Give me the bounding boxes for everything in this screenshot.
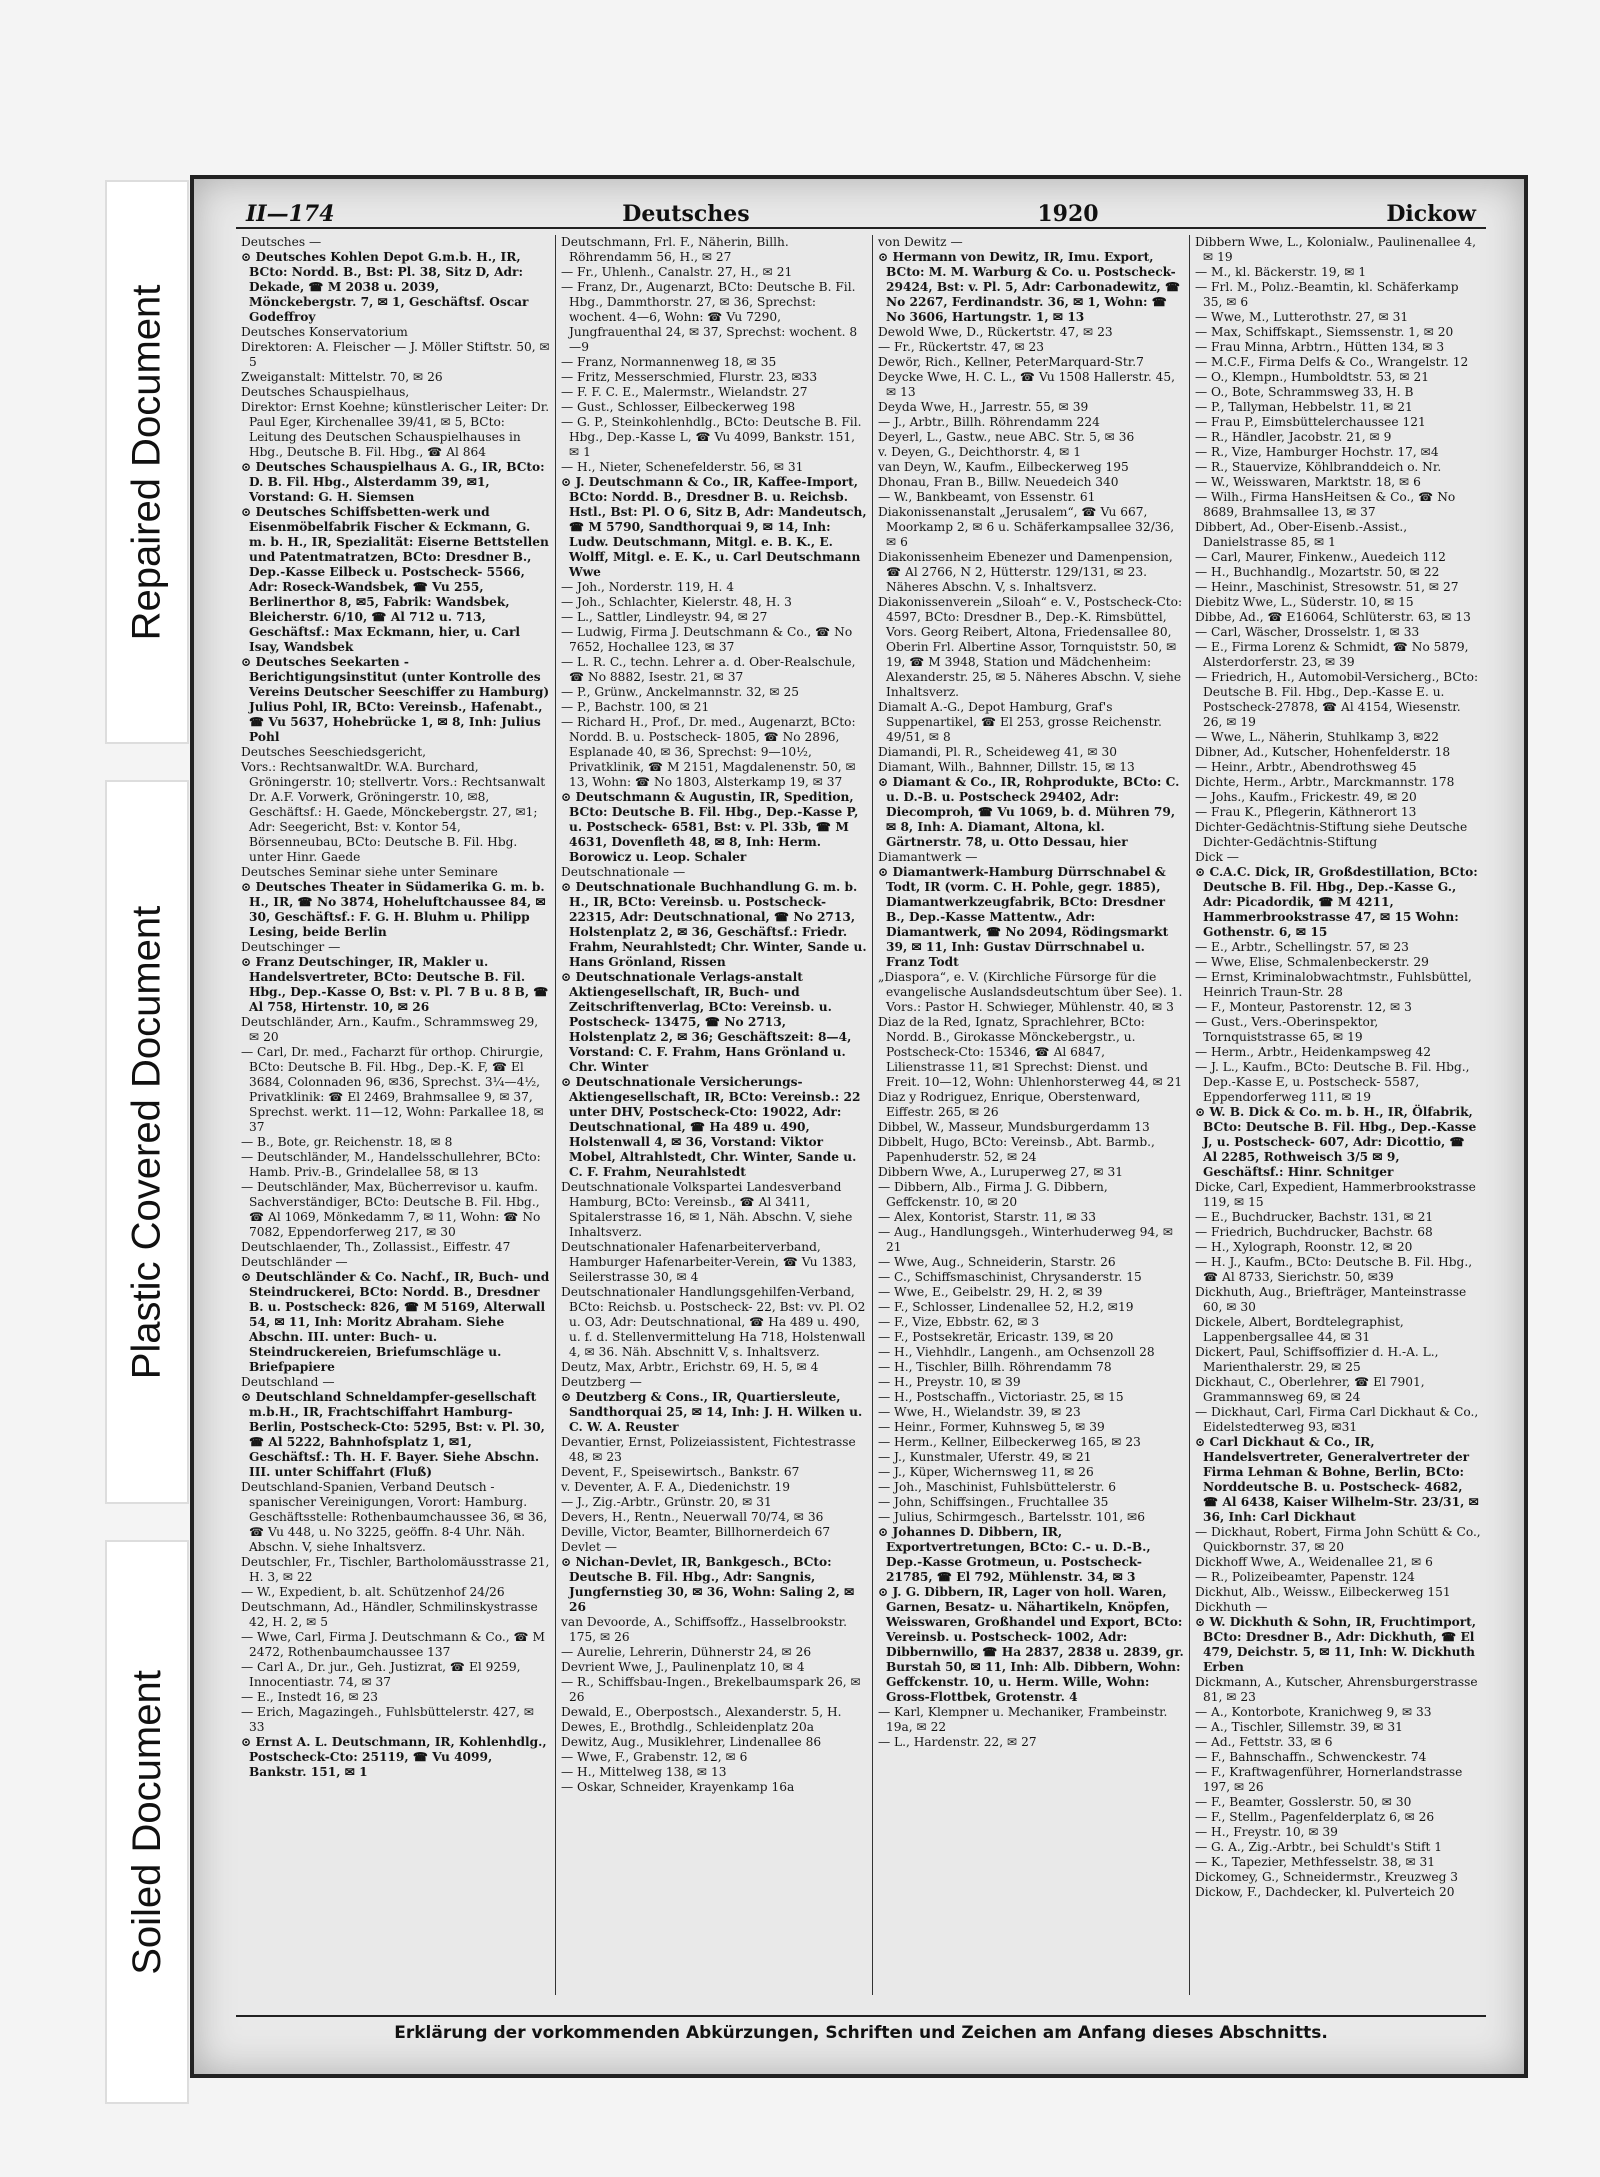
directory-entry: — Frl. M., Polız.-Beamtin, kl. Schäferkamp 35, ✉ 6	[1195, 280, 1459, 309]
directory-entry: v. Deyen, G., Deichthorstr. 4, ✉ 1	[878, 445, 1081, 459]
directory-entry: — Carl, Wäscher, Drosselstr. 1, ✉ 33	[1195, 625, 1420, 639]
directory-entry: — Dibbern, Alb., Firma J. G. Dibbern, Geffckenstr. 10, ✉ 20	[878, 1180, 1108, 1209]
directory-entry: van Deyn, W., Kaufm., Eilbeckerweg 195	[878, 460, 1129, 474]
directory-entry: — K., Tapezier, Methfesselstr. 38, ✉ 31	[1195, 1855, 1436, 1869]
directory-entry: — F., Bahnschaffn., Schwenckestr. 74	[1195, 1750, 1427, 1764]
directory-entry: — Ad., Fettstr. 33, ✉ 6	[1195, 1735, 1333, 1749]
directory-entry: Dickmann, A., Kutscher, Ahrensburgerstrasse 81, ✉ 23	[1195, 1675, 1478, 1704]
directory-entry: — H., Postschaffn., Victoriastr. 25, ✉ 15	[878, 1390, 1124, 1404]
directory-entry: Dickomey, G., Schneidermstr., Kreuzweg 3	[1195, 1870, 1459, 1884]
directory-entry: — Fr., Uhlenh., Canalstr. 27, H., ✉ 21	[561, 265, 793, 279]
running-header	[236, 187, 1486, 229]
directory-entry: — P., Grünw., Anckelmannstr. 32, ✉ 25	[561, 685, 800, 699]
directory-entry: — Oskar, Schneider, Krayenkamp 16a	[561, 1780, 795, 1794]
header-left-keyword: Deutsches	[622, 201, 750, 227]
directory-entry: Diebitz Wwe, L., Süderstr. 10, ✉ 15	[1195, 595, 1414, 609]
directory-entry: Dewald, E., Oberpostsch., Alexanderstr. 5, H.	[561, 1705, 842, 1719]
directory-entry: ⊙ Deutschnationale Versicherungs-Aktiengesellschaft, IR, BCto: Vereinsb.: 22 unter DHV, Postscheck-Cto: 19022, Adr: Deutschnational, ☎ Ha 489 u. 490, Holstenwall 4, ✉ 36, Vorstand: Viktor Mobel, Altrahlstedt, Chr. Winter, Sande u. C. F. Frahm, Neurahlstedt	[561, 1075, 861, 1179]
directory-entry: — J., Küper, Wichernsweg 11, ✉ 26	[878, 1465, 1094, 1479]
directory-entry: — H. J., Kaufm., BCto: Deutsche B. Fil. Hbg., ☎ Al 8733, Sierichstr. 50, ✉39	[1195, 1255, 1473, 1284]
directory-entry: ⊙ Diamant & Co., IR, Rohprodukte, BCto: C. u. D.-B. u. Postscheck 29402, Adr: Diecomproh, ☎ Vu 1069, b. d. Mühren 79, ✉ 8, Inh: A. Diamant, Altona, kl. Gärtnerstr. 78, u. Otto Dessau, hier	[878, 775, 1180, 849]
directory-entry: Diakonissenanstalt „Jerusalem“, ☎ Vu 667, Moorkamp 2, ✉ 6 u. Schäferkampsallee 32/36, ✉ 6	[878, 505, 1175, 549]
directory-entry: Dibbe, Ad., ☎ E16064, Schlüterstr. 63, ✉ 13	[1195, 610, 1471, 624]
directory-entry: — Fritz, Messerschmied, Flurstr. 23, ✉33	[561, 370, 818, 384]
directory-entry: — H., Mittelweg 138, ✉ 13	[561, 1765, 727, 1779]
directory-entry: Deycke Wwe, H. C. L., ☎ Vu 1508 Hallerstr. 45, ✉ 13	[878, 370, 1176, 399]
directory-entry: — H., Tischler, Billh. Röhrendamm 78	[878, 1360, 1112, 1374]
directory-entry: Deutschnationaler Hafenarbeiterverband, Hamburger Hafenarbeiter-Verein, ☎ Vu 1383, Seilerstrasse 30, ✉ 4	[561, 1240, 857, 1284]
soiled-document-text: Soiled Document	[124, 1669, 169, 1975]
soiled-document-label	[105, 1540, 189, 2104]
directory-entry: — H., Viehhdlr., Langenh., am Ochsenzoll 28	[878, 1345, 1155, 1359]
directory-entry: — Dickhaut, Carl, Firma Carl Dickhaut & Co., Eidelstedterweg 93, ✉31	[1195, 1405, 1479, 1434]
plastic-covered-document-text: Plastic Covered Document	[124, 905, 169, 1379]
directory-entry: — Wwe, Aug., Schneiderin, Starstr. 26	[878, 1255, 1116, 1269]
directory-entry: — Alex, Kontorist, Starstr. 11, ✉ 33	[878, 1210, 1096, 1224]
directory-entry: Dichter-Gedächtnis-Stiftung siehe Deutsche Dichter-Gedächtnis-Stiftung	[1195, 820, 1468, 849]
directory-entry: ⊙ Nichan-Devlet, IR, Bankgesch., BCto: Deutsche B. Fil. Hbg., Adr: Sangnis, Jungfernstieg 30, ✉ 36, Wohn: Saling 2, ✉ 26	[561, 1555, 855, 1614]
page-number: II—174	[246, 201, 335, 227]
directory-entry: — E., Buchdrucker, Bachstr. 131, ✉ 21	[1195, 1210, 1434, 1224]
directory-entry: — L. R. C., techn. Lehrer a. d. Ober-Realschule, ☎ No 8882, Isestr. 21, ✉ 37	[561, 655, 856, 684]
directory-entry: Dibbelt, Hugo, BCto: Vereinsb., Abt. Barmb., Papenhuderstr. 52, ✉ 24	[878, 1135, 1155, 1164]
directory-entry: Dickele, Albert, Bordtelegraphist, Lappenbergsallee 44, ✉ 31	[1195, 1315, 1404, 1344]
directory-entry: Dewold Wwe, D., Rückertstr. 47, ✉ 23	[878, 325, 1113, 339]
directory-entry: Deutschinger —	[241, 940, 341, 954]
directory-entry: Deutsches Konservatorium	[241, 325, 408, 339]
directory-entry: — E., Arbtr., Schellingstr. 57, ✉ 23	[1195, 940, 1409, 954]
header-year: 1920	[1037, 201, 1099, 227]
directory-entry: Deutschland-Spanien, Verband Deutsch - spanischer Vereinigungen, Vorort: Hamburg. Geschäftsstelle: Rothenbaumchaussee 36, ✉ 36, ☎ Vu 448, u. No 3225, geöffn. 8-4 Uhr. Näh. Abschn. V, siehe Inhaltsverz.	[241, 1480, 548, 1554]
directory-entry: Deutschland —	[241, 1375, 335, 1389]
directory-entry: — F. F. C. E., Malermstr., Wielandstr. 27	[561, 385, 808, 399]
directory-entry: — J., Kunstmaler, Uferstr. 49, ✉ 21	[878, 1450, 1092, 1464]
directory-entry: — A., Tischler, Sillemstr. 39, ✉ 31	[1195, 1720, 1403, 1734]
directory-entry: — Johs., Kaufm., Frickestr. 49, ✉ 20	[1195, 790, 1417, 804]
directory-entry: — J., Zig.-Arbtr., Grünstr. 20, ✉ 31	[561, 1495, 772, 1509]
directory-entry: — Carl, Dr. med., Facharzt für orthop. Chirurgie, BCto: Deutsche B. Fil. Hbg., Dep.-K. F, ☎ El 3684, Colonnaden 96, ✉36, Sprechst. 3¼—4½, Privatklinik: ☎ El 2469, Brahmsallee 9, ✉ 37, Sprechst. werkt. 11—12, Wohn: Parkallee 18, ✉37	[241, 1045, 544, 1134]
directory-entry: Zweiganstalt: Mittelstr. 70, ✉ 26	[241, 370, 443, 384]
directory-entry: ⊙ Deutschmann & Augustin, IR, Spedition, BCto: Deutsche B. Fil. Hbg., Dep.-Kasse P, u. Postscheck- 6581, Bst: v. Pl. 33b, ☎ M 4631, Dovenfleth 48, ✉ 8, Inh: Herm. Borowicz u. Leop. Schaler	[561, 790, 859, 864]
directory-entry: von Dewitz —	[878, 235, 963, 249]
column-3	[873, 235, 1190, 1995]
directory-entry: — F., Stellm., Pagenfelderplatz 6, ✉ 26	[1195, 1810, 1435, 1824]
directory-entry: ⊙ W. Dickhuth & Sohn, IR, Fruchtimport, BCto: Dresdner B., Adr: Dickhuth, ☎ El 479, Deichstr. 5, ✉ 11, Inh: W. Dickhuth Erben	[1195, 1615, 1477, 1674]
directory-entry: ⊙ Diamantwerk-Hamburg Dürrschnabel & Todt, IR (vorm. C. H. Pohle, gegr. 1885), Diamantwerkzeugfabrik, BCto: Dresdner B., Dep.-Kasse Mattentw., Adr: Diamantwerk, ☎ No 2094, Rödingsmarkt 39, ✉ 11, Inh: Gustav Dürrschnabel u. Franz Todt	[878, 865, 1169, 969]
directory-entry: — Karl, Klempner u. Mechaniker, Frambeinstr. 19a, ✉ 22	[878, 1705, 1168, 1734]
columns	[236, 235, 1486, 1995]
directory-entry: Dicke, Carl, Expedient, Hammerbrookstrasse 119, ✉ 15	[1195, 1180, 1476, 1209]
directory-entry: Devantier, Ernst, Polizeiassistent, Fichtestrasse 48, ✉ 23	[561, 1435, 856, 1464]
directory-entry: Diaz de la Red, Ignatz, Sprachlehrer, BCto: Nordd. B., Girokasse Mönckebergstr., u. Postscheck-Cto: 15346, ☎ Al 6847, Lilienstrasse 11, ✉1 Sprechst: Dienst. und Freit. 10—12, Wohn: Uhlenhorsterweg 44, ✉ 21	[878, 1015, 1183, 1089]
directory-entry: ⊙ W. B. Dick & Co. m. b. H., IR, Ölfabrik, BCto: Deutsche B. Fil. Hbg., Dep.-Kasse J, u. Postscheck- 607, Adr: Dicottio, ☎ Al 2285, Rothweisch 3/5 ✉ 9, Geschäftsf.: Hinr. Schnitger	[1195, 1105, 1477, 1179]
directory-entry: Direktor: Ernst Koehne; künstlerischer Leiter: Dr. Paul Eger, Kirchenallee 39/41, ✉ 5, BCto: Leitung des Deutschen Schauspielhauses in Hbg., Deutsche B. Fil. Hbg., ☎ Al 864	[241, 400, 550, 459]
directory-entry: — W., Weisswaren, Marktstr. 18, ✉ 6	[1195, 475, 1421, 489]
directory-entry: — L., Sattler, Lindleystr. 94, ✉ 27	[561, 610, 768, 624]
directory-entry: Deyda Wwe, H., Jarrestr. 55, ✉ 39	[878, 400, 1089, 414]
directory-entry: — E., Firma Lorenz & Schmidt, ☎ No 5879, Alsterdorferstr. 23, ✉ 39	[1195, 640, 1469, 669]
directory-entry: — Wwe, H., Wielandstr. 39, ✉ 23	[878, 1405, 1081, 1419]
side-labels	[105, 180, 185, 1975]
directory-entry: Dickhut, Alb., Weissw., Eilbeckerweg 151	[1195, 1585, 1451, 1599]
directory-entry: Dickhuth, Aug., Briefträger, Manteinstrasse 60, ✉ 30	[1195, 1285, 1467, 1314]
directory-entry: — John, Schiffsingen., Fruchtallee 35	[878, 1495, 1109, 1509]
directory-entry: ⊙ Deutsches Kohlen Depot G.m.b. H., IR, BCto: Nordd. B., Bst: Pl. 38, Sitz D, Adr: Dekade, ☎ M 2038 u. 2039, Mönckebergstr. 7, ✉ 1, Geschäftsf. Oscar Godeffroy	[241, 250, 529, 324]
directory-entry: — F., Schlosser, Lindenallee 52, H.2, ✉19	[878, 1300, 1134, 1314]
column-2	[556, 235, 873, 1995]
directory-entry: — Frau Minna, Arbtrn., Hütten 134, ✉ 3	[1195, 340, 1445, 354]
page-content	[236, 187, 1486, 2057]
directory-entry: Deutschler, Fr., Tischler, Bartholomäusstrasse 21, H. 3, ✉ 22	[241, 1555, 550, 1584]
directory-entry: ⊙ Deutschländer & Co. Nachf., IR, Buch- und Steindruckerei, BCto: Nordd. B., Dresdner B. u. Postscheck: 826, ☎ M 5169, Alterwall 54, ✉ 11, Inh: Moritz Abraham. Siehe Abschn. III. unter: Buch- u. Steindruckereien, Briefumschläge u. Briefpapiere	[241, 1270, 550, 1374]
directory-entry: Deutsches —	[241, 235, 322, 249]
directory-entry: — Richard H., Prof., Dr. med., Augenarzt, BCto: Nordd. B. u. Postscheck- 1805, ☎ No 2896, Esplanade 40, ✉ 36, Sprechst: 9—10½, Privatklinik, ☎ M 2151, Magdalenenstr. 50, ✉ 13, Wohn: ☎ No 1803, Alsterkamp 19, ✉ 37	[561, 715, 856, 789]
directory-entry: Dickert, Paul, Schiffsoffizier d. H.-A. L., Marienthalerstr. 29, ✉ 25	[1195, 1345, 1439, 1374]
directory-entry: — Heinr., Maschinist, Stresowstr. 51, ✉ 27	[1195, 580, 1459, 594]
directory-entry: ⊙ Carl Dickhaut & Co., IR, Handelsvertreter, Generalvertreter der Firma Lehman & Bohne, Berlin, BCto: Norddeutsche B. u. Postscheck- 4682, ☎ Al 6438, Kaiser Wilhelm-Str. 23/31, ✉ 36, Inh: Carl Dickhaut	[1195, 1435, 1479, 1524]
directory-entry: Dibbern Wwe, L., Kolonialw., Paulinenallee 4, ✉ 19	[1195, 235, 1477, 264]
directory-entry: Deutschnationaler Handlungsgehilfen-Verband, BCto: Reichsb. u. Postscheck- 22, Bst: vv. Pl. O2 u. O3, Adr: Deutschnational, ☎ Ha 489 u. 490, u. f. d. Stellenvermittelung Ha 718, Holstenwall 4, ✉ 36. Näh. Abschnitt V, s. Inhaltsverz.	[561, 1285, 866, 1359]
directory-entry: Dichte, Herm., Arbtr., Marckmannstr. 178	[1195, 775, 1455, 789]
directory-entry: — Aug., Handlungsgeh., Winterhuderweg 94, ✉ 21	[878, 1225, 1174, 1254]
directory-entry: Deutschländer —	[241, 1255, 348, 1269]
directory-entry: — H., Nieter, Schenefelderstr. 56, ✉ 31	[561, 460, 804, 474]
directory-entry: — O., Bote, Schrammsweg 33, H. B	[1195, 385, 1414, 399]
directory-entry: — C., Schiffsmaschinist, Chrysanderstr. 15	[878, 1270, 1142, 1284]
directory-entry: Deutschnationale —	[561, 865, 686, 879]
directory-entry: Diamandi, Pl. R., Scheideweg 41, ✉ 30	[878, 745, 1118, 759]
column-4	[1190, 235, 1486, 1995]
directory-entry: — Gust., Vers.-Oberinspektor, Tornquiststrasse 65, ✉ 19	[1195, 1015, 1379, 1044]
directory-entry: Vors.: RechtsanwaltDr. W.A. Burchard, Gröningerstr. 10; stellvertr. Vors.: Rechtsanwalt Dr. A.F. Vorwerk, Gröningerstr. 10, ✉8, Geschäftsf.: H. Gaede, Mönckebergstr. 27, ✉1; Adr: Seegericht, Bst: v. Kontor 54, Börsenneubau, BCto: Deutsche B. Fil. Hbg. unter Hinr. Gaede	[241, 760, 546, 864]
directory-entry: ⊙ Deutsches Theater in Südamerika G. m. b. H., IR, ☎ No 3874, Hoheluftchaussee 84, ✉ 30, Geschäftsf.: F. G. H. Bluhm u. Philipp Lesing, beide Berlin	[241, 880, 546, 939]
directory-page	[190, 175, 1528, 2078]
directory-entry: — G. P., Steinkohlenhdlg., BCto: Deutsche B. Fil. Hbg., Dep.-Kasse L, ☎ Vu 4099, Bankstr. 151, ✉ 1	[561, 415, 862, 459]
directory-entry: — Gust., Schlosser, Eilbeckerweg 198	[561, 400, 796, 414]
directory-entry: Dewes, E., Brothdlg., Schleidenplatz 20a	[561, 1720, 814, 1734]
directory-entry: Dickhuth —	[1195, 1600, 1268, 1614]
directory-entry: — F., Postsekretär, Ericastr. 139, ✉ 20	[878, 1330, 1114, 1344]
directory-entry: Diaz y Rodriguez, Enrique, Oberstenward, Eiffestr. 265, ✉ 26	[878, 1090, 1141, 1119]
directory-entry: — Dickhaut, Robert, Firma John Schütt & Co., Quickbornstr. 37, ✉ 20	[1195, 1525, 1481, 1554]
directory-entry: — Herm., Arbtr., Heidenkampsweg 42	[1195, 1045, 1432, 1059]
repaired-document-text: Repaired Document	[124, 284, 169, 640]
directory-entry: ⊙ Deutsches Seekarten - Berichtigungsinstitut (unter Kontrolle des Vereins Deutscher Seeschiffer zu Hamburg) Julius Pohl, IR, BCto: Vereinsb., Hafenabt., ☎ Vu 5637, Hohebrücke 1, ✉ 8, Inh: Julius Pohl	[241, 655, 550, 744]
footer-note: Erklärung der vorkommenden Abkürzungen, Schriften und Zeichen am Anfang dieses Abschnitts.	[236, 2015, 1486, 2057]
directory-entry: ⊙ J. G. Dibbern, IR, Lager von holl. Waren, Garnen, Besatz- u. Nähartikeln, Knöpfen, Weisswaren, Großhandel und Export, BCto: Vereinsb. u. Postscheck- 1002, Adr: Dibbernwillo, ☎ Ha 2837, 2838 u. 2839, gr. Burstah 50, ✉ 11, Inh: Alb. Dibbern, Wohn: Geffckenstr. 10, u. Herm. Wille, Wohn: Gross-Flottbek, Grotenstr. 4	[878, 1585, 1184, 1704]
directory-entry: Deville, Victor, Beamter, Billhornerdeich 67	[561, 1525, 831, 1539]
repaired-document-label	[105, 180, 189, 744]
directory-entry: — H., Buchhandlg., Mozartstr. 50, ✉ 22	[1195, 565, 1440, 579]
directory-entry: — R., Polizeibeamter, Papenstr. 124	[1195, 1570, 1415, 1584]
directory-entry: — Deutschländer, Max, Bücherrevisor u. kaufm. Sachverständiger, BCto: Deutsche B. Fil. Hbg., ☎ Al 1069, Mönkedamm 7, ✉ 11, Wohn: ☎ No 7082, Eppendorferweg 217, ✉ 30	[241, 1180, 541, 1239]
directory-entry: — R., Schiffsbau-Ingen., Brekelbaumspark 26, ✉ 26	[561, 1675, 861, 1704]
directory-entry: — Carl A., Dr. jur., Geh. Justizrat, ☎ El 9259, Innocentiastr. 74, ✉ 37	[241, 1660, 521, 1689]
directory-entry: Dick —	[1195, 850, 1239, 864]
directory-entry: — Joh., Norderstr. 119, H. 4	[561, 580, 734, 594]
directory-entry: Dibbel, W., Masseur, Mundsburgerdamm 13	[878, 1120, 1150, 1134]
directory-entry: Dewitz, Aug., Musiklehrer, Lindenallee 86	[561, 1735, 822, 1749]
directory-entry: ⊙ Ernst A. L. Deutschmann, IR, Kohlenhdlg., Postscheck-Cto: 25119, ☎ Vu 4099, Bankstr. 151, ✉ 1	[241, 1735, 547, 1779]
directory-entry: — A., Kontorbote, Kranichweg 9, ✉ 33	[1195, 1705, 1432, 1719]
directory-entry: Dickhaut, C., Oberlehrer, ☎ El 7901, Grammannsweg 69, ✉ 24	[1195, 1375, 1425, 1404]
directory-entry: Deutz, Max, Arbtr., Erichstr. 69, H. 5, ✉ 4	[561, 1360, 819, 1374]
directory-entry: — Julius, Schirmgesch., Bartelsstr. 101, ✉6	[878, 1510, 1145, 1524]
directory-entry: Dewör, Rich., Kellner, PeterMarquard-Str.7	[878, 355, 1144, 369]
directory-entry: — Deutschländer, M., Handelsschullehrer, BCto: Hamb. Priv.-B., Grindelallee 58, ✉ 13	[241, 1150, 541, 1179]
directory-entry: — Joh., Schlachter, Kielerstr. 48, H. 3	[561, 595, 792, 609]
directory-entry: ⊙ Franz Deutschinger, IR, Makler u. Handelsvertreter, BCto: Deutsche B. Fil. Hbg., Dep.-Kasse O, Bst: v. Pl. 7 B u. 8 B, ☎ Al 758, Hirtenstr. 10, ✉ 26	[241, 955, 549, 1014]
directory-entry: — Ludwig, Firma J. Deutschmann & Co., ☎ No 7652, Hochallee 123, ✉ 37	[561, 625, 853, 654]
directory-entry: ⊙ Deutschland Schneldampfer-gesellschaft m.b.H., IR, Frachtschiffahrt Hamburg-Berlin, Postscheck-Cto: 5295, Bst: v. Pl. 30, ☎ Al 5222, Bahnhofsplatz 1, ✉1, Geschäftsf.: Th. H. F. Bayer. Siehe Abschn. III. unter Schiffahrt (Fluß)	[241, 1390, 545, 1479]
directory-entry: — G. A., Zig.-Arbtr., bei Schuldt's Stift 1	[1195, 1840, 1443, 1854]
directory-entry: Deutsches Seeschiedsgericht,	[241, 745, 427, 759]
directory-entry: ⊙ J. Deutschmann & Co., IR, Kaffee-Import, BCto: Nordd. B., Dresdner B. u. Reichsb. Hstl., Bst: Pl. O 6, Sitz B, Adr: Mandeutsch, ☎ M 5790, Sandthorquai 9, ✉ 14, Inh: Ludw. Deutschmann, Mitgl. e. B. K., E. Wolff, Mitgl. e. E. K., u. Carl Deutschmann Wwe	[561, 475, 867, 579]
directory-entry: Dibbern Wwe, A., Luruperweg 27, ✉ 31	[878, 1165, 1124, 1179]
directory-entry: ⊙ Deutschnationale Buchhandlung G. m. b. H., IR, BCto: Vereinsb. u. Postscheck- 22315, Adr: Deutschnational, ☎ No 2713, Holstenplatz 2, ✉ 36, Geschäftsf.: Friedr. Frahm, Neurahlstedt; Chr. Winter, Sande u. Hans Grönland, Rissen	[561, 880, 867, 969]
directory-entry: — P., Tallyman, Hebbelstr. 11, ✉ 21	[1195, 400, 1413, 414]
directory-entry: — F., Monteur, Pastorenstr. 12, ✉ 3	[1195, 1000, 1412, 1014]
directory-entry: — Herm., Kellner, Eilbeckerweg 165, ✉ 23	[878, 1435, 1141, 1449]
directory-entry: — Friedrich, H., Automobil-Versicherg., BCto: Deutsche B. Fil. Hbg., Dep.-Kasse E. u. Postscheck-27878, ☎ Al 4154, Wiesenstr. 26, ✉ 19	[1195, 670, 1479, 729]
directory-entry: — M., kl. Bäckerstr. 19, ✉ 1	[1195, 265, 1367, 279]
directory-entry: — R., Stauervize, Köhlbranddeich o. Nr.	[1195, 460, 1442, 474]
directory-entry: van Devoorde, A., Schiffsoffz., Hasselbrookstr. 175, ✉ 26	[561, 1615, 848, 1644]
directory-entry: — Frau P., Eimsbüttelerchaussee 121	[1195, 415, 1426, 429]
directory-entry: — B., Bote, gr. Reichenstr. 18, ✉ 8	[241, 1135, 453, 1149]
directory-entry: Deutschnationale Volkspartei Landesverband Hamburg, BCto: Vereinsb., ☎ Al 3411, Spitalerstrasse 16, ✉ 1, Näh. Abschn. V, siehe Inhaltsverz.	[561, 1180, 853, 1239]
directory-entry: ⊙ Hermann von Dewitz, IR, Imu. Export, BCto: M. M. Warburg & Co. u. Postscheck- 29424, Bst: v. Pl. 5, Adr: Carbonadewitz, ☎ No 2267, Ferdinandstr. 36, ✉ 1, Wohn: ☎ No 3606, Hartungstr. 1, ✉ 13	[878, 250, 1181, 324]
directory-entry: — Joh., Maschinist, Fuhlsbüttelerstr. 6	[878, 1480, 1117, 1494]
directory-entry: — Franz, Normannenweg 18, ✉ 35	[561, 355, 777, 369]
directory-entry: Diamalt A.-G., Depot Hamburg, Graf's Suppenartikel, ☎ El 253, grosse Reichenstr. 49/51, ✉ 8	[878, 700, 1162, 744]
directory-entry: Diamantwerk —	[878, 850, 978, 864]
directory-entry: Diamant, Wilh., Bahnner, Dillstr. 15, ✉ 13	[878, 760, 1135, 774]
directory-entry: — O., Klempn., Humboldtstr. 53, ✉ 21	[1195, 370, 1430, 384]
column-1	[236, 235, 556, 1995]
directory-entry: — H., Preystr. 10, ✉ 39	[878, 1375, 1021, 1389]
directory-entry: — H., Freystr. 10, ✉ 39	[1195, 1825, 1338, 1839]
directory-entry: Diakonissenheim Ebenezer und Damenpension, ☎ Al 2766, N 2, Hütterstr. 129/131, ✉ 23. Näheres Abschn. V, s. Inhaltsverz.	[878, 550, 1173, 594]
plastic-covered-document-label	[105, 780, 189, 1504]
directory-entry: — Ernst, Kriminalobwachtmstr., Fuhlsbüttel, Heinrich Traun-Str. 28	[1195, 970, 1472, 999]
directory-entry: — F., Beamter, Gosslerstr. 50, ✉ 30	[1195, 1795, 1412, 1809]
directory-entry: ⊙ Johannes D. Dibbern, IR, Exportvertretungen, BCto: C.- u. D.-B., Dep.-Kasse Grotmeun, u. Postscheck- 21785, ☎ El 792, Mühlenstr. 34, ✉ 3	[878, 1525, 1151, 1584]
directory-entry: — R., Händler, Jacobstr. 21, ✉ 9	[1195, 430, 1392, 444]
directory-entry: — Wilh., Firma HansHeitsen & Co., ☎ No 8689, Brahmsallee 13, ✉ 37	[1195, 490, 1456, 519]
directory-entry: Deutschmann, Ad., Händler, Schmilinskystrasse 42, H. 2, ✉ 5	[241, 1600, 538, 1629]
directory-entry: — W., Expedient, b. alt. Schützenhof 24/26	[241, 1585, 505, 1599]
directory-entry: — Carl, Maurer, Finkenw., Auedeich 112	[1195, 550, 1446, 564]
directory-entry: v. Deventer, A. F. A., Diedenichstr. 19	[561, 1480, 790, 1494]
directory-entry: — Heinr., Former, Kuhnsweg 5, ✉ 39	[878, 1420, 1105, 1434]
directory-entry: — E., Instedt 16, ✉ 23	[241, 1690, 379, 1704]
directory-entry: — M.C.F., Firma Delfs & Co., Wrangelstr. 12	[1195, 355, 1469, 369]
directory-entry: Deutschlaender, Th., Zollassist., Eiffestr. 47	[241, 1240, 511, 1254]
directory-entry: — F., Vize, Ebbstr. 62, ✉ 3	[878, 1315, 1040, 1329]
directory-entry: — Frau K., Pflegerin, Käthnerort 13	[1195, 805, 1417, 819]
directory-entry: Devlet —	[561, 1540, 617, 1554]
directory-entry: — Fr., Rückertstr. 47, ✉ 23	[878, 340, 1045, 354]
directory-entry: — Wwe, Elise, Schmalenbeckerstr. 29	[1195, 955, 1429, 969]
directory-entry: ⊙ C.A.C. Dick, IR, Großdestillation, BCto: Deutsche B. Fil. Hbg., Dep.-Kasse G., Adr: Picadordik, ☎ M 4211, Hammerbrookstrasse 47, ✉ 15 Wohn: Gothenstr. 6, ✉ 15	[1195, 865, 1478, 939]
directory-entry: — Heinr., Arbtr., Abendrothsweg 45	[1195, 760, 1417, 774]
directory-entry: — H., Xylograph, Roonstr. 12, ✉ 20	[1195, 1240, 1413, 1254]
directory-entry: Dickow, F., Dachdecker, kl. Pulverteich 20	[1195, 1885, 1455, 1899]
directory-entry: — W., Bankbeamt, von Essenstr. 61	[878, 490, 1096, 504]
directory-entry: — Wwe, M., Lutterothstr. 27, ✉ 31	[1195, 310, 1409, 324]
directory-entry: Deutschmann, Frl. F., Näherin, Billh. Röhrendamm 56, H., ✉ 27	[561, 235, 789, 264]
directory-entry: ⊙ Deutsches Schiffsbetten-werk und Eisenmöbelfabrik Fischer & Eckmann, G. m. b. H., IR, Spezialität: Eiserne Bettstellen und Patentmatratzen, BCto: Dresdner B., Dep.-Kasse Eilbeck u. Postscheck- 5566, Adr: Roseck-Wandsbek, ☎ Vu 255, Berlinerthor 8, ✉5, Fabrik: Wandsbek, Bleicherstr. 6/10, ☎ Al 712 u. 713, Geschäftsf.: Max Eckmann, hier, u. Carl Isay, Wandsbek	[241, 505, 549, 654]
directory-entry: — Friedrich, Buchdrucker, Bachstr. 68	[1195, 1225, 1433, 1239]
directory-entry: Dhonau, Fran B., Billw. Neuedeich 340	[878, 475, 1119, 489]
directory-entry: Direktoren: A. Fleischer — J. Möller Stiftstr. 50, ✉ 5	[241, 340, 550, 369]
directory-entry: ⊙ Deutschnationale Verlags-anstalt Aktiengesellschaft, IR, Buch- und Zeitschriftenverlag, BCto: Vereinsb. u. Postscheck- 13475, ☎ No 2713, Holstenplatz 2, ✉ 36; Geschäftszeit: 8—4, Vorstand: C. F. Frahm, Hans Grönland u. Chr. Winter	[561, 970, 852, 1074]
directory-entry: — Wwe, F., Grabenstr. 12, ✉ 6	[561, 1750, 748, 1764]
directory-entry: — Franz, Dr., Augenarzt, BCto: Deutsche B. Fil. Hbg., Dammthorstr. 27, ✉ 36, Sprechst: wochent. 4—6, Wohn: ☎ Vu 7290, Jungfrauenthal 24, ✉ 37, Sprechst: wochent. 8—9	[561, 280, 858, 354]
directory-entry: — L., Hardenstr. 22, ✉ 27	[878, 1735, 1037, 1749]
directory-entry: ⊙ Deutzberg & Cons., IR, Quartiersleute, Sandthorquai 25, ✉ 14, Inh: J. H. Wilken u. C. W. A. Reuster	[561, 1390, 863, 1434]
directory-entry: Dibbert, Ad., Ober-Eisenb.-Assist., Danielstrasse 85, ✉ 1	[1195, 520, 1408, 549]
directory-entry: — J. L., Kaufm., BCto: Deutsche B. Fil. Hbg., Dep.-Kasse E, u. Postscheck- 5587, Eppendorferweg 111, ✉ 19	[1195, 1060, 1470, 1104]
directory-entry: Deyerl, L., Gastw., neue ABC. Str. 5, ✉ 36	[878, 430, 1135, 444]
header-right-keyword: Dickow	[1386, 201, 1476, 227]
directory-entry: Devrient Wwe, J., Paulinenplatz 10, ✉ 4	[561, 1660, 805, 1674]
directory-entry: — F., Kraftwagenführer, Hornerlandstrasse 197, ✉ 26	[1195, 1765, 1463, 1794]
directory-entry: — R., Vize, Hamburger Hochstr. 17, ✉4	[1195, 445, 1439, 459]
directory-entry: — Wwe, L., Näherin, Stuhlkamp 3, ✉22	[1195, 730, 1439, 744]
directory-entry: Devent, F., Speisewirtsch., Bankstr. 67	[561, 1465, 800, 1479]
directory-entry: Dickhoff Wwe, A., Weidenallee 21, ✉ 6	[1195, 1555, 1433, 1569]
directory-entry: Deutschländer, Arn., Kaufm., Schrammsweg 29, ✉ 20	[241, 1015, 539, 1044]
directory-entry: Devers, H., Rentn., Neuerwall 70/74, ✉ 36	[561, 1510, 824, 1524]
directory-entry: — Max, Schiffskapt., Siemssenstr. 1, ✉ 20	[1195, 325, 1454, 339]
directory-entry: Deutsches Schauspielhaus,	[241, 385, 410, 399]
directory-entry: Deutsches Seminar siehe unter Seminare	[241, 865, 498, 879]
directory-entry: — Wwe, E., Geibelstr. 29, H. 2, ✉ 39	[878, 1285, 1103, 1299]
directory-entry: — Wwe, Carl, Firma J. Deutschmann & Co., ☎ M 2472, Rothenbaumchaussee 137	[241, 1630, 545, 1659]
directory-entry: ⊙ Deutsches Schauspielhaus A. G., IR, BCto: D. B. Fil. Hbg., Alsterdamm 39, ✉1, Vorstand: G. H. Siemsen	[241, 460, 545, 504]
directory-entry: Deutzberg —	[561, 1375, 642, 1389]
directory-entry: „Diaspora“, e. V. (Kirchliche Fürsorge für die evangelische Auslandsdeutschtum über See). 1. Vors.: Pastor H. Schwieger, Mühlenstr. 40, ✉ 3	[878, 970, 1183, 1014]
directory-entry: Diakonissenverein „Siloah“ e. V., Postscheck-Cto: 4597, BCto: Dresdner B., Dep.-K. Rimsbüttel, Vors. Georg Reibert, Altona, Friedensallee 80, Oberin Frl. Albertine Assor, Tornquiststr. 50, ✉ 19, ☎ M 3948, Station und Mädchenheim: Alexanderstr. 25, ✉ 5. Näheres Abschn. V, siehe Inhaltsverz.	[878, 595, 1183, 699]
directory-entry: — J., Arbtr., Billh. Röhrendamm 224	[878, 415, 1100, 429]
directory-entry: — P., Bachstr. 100, ✉ 21	[561, 700, 710, 714]
directory-entry: — Aurelie, Lehrerin, Dühnerstr 24, ✉ 26	[561, 1645, 812, 1659]
directory-entry: Dibner, Ad., Kutscher, Hohenfelderstr. 18	[1195, 745, 1451, 759]
directory-entry: — Erich, Magazingeh., Fuhlsbüttelerstr. 427, ✉ 33	[241, 1705, 535, 1734]
